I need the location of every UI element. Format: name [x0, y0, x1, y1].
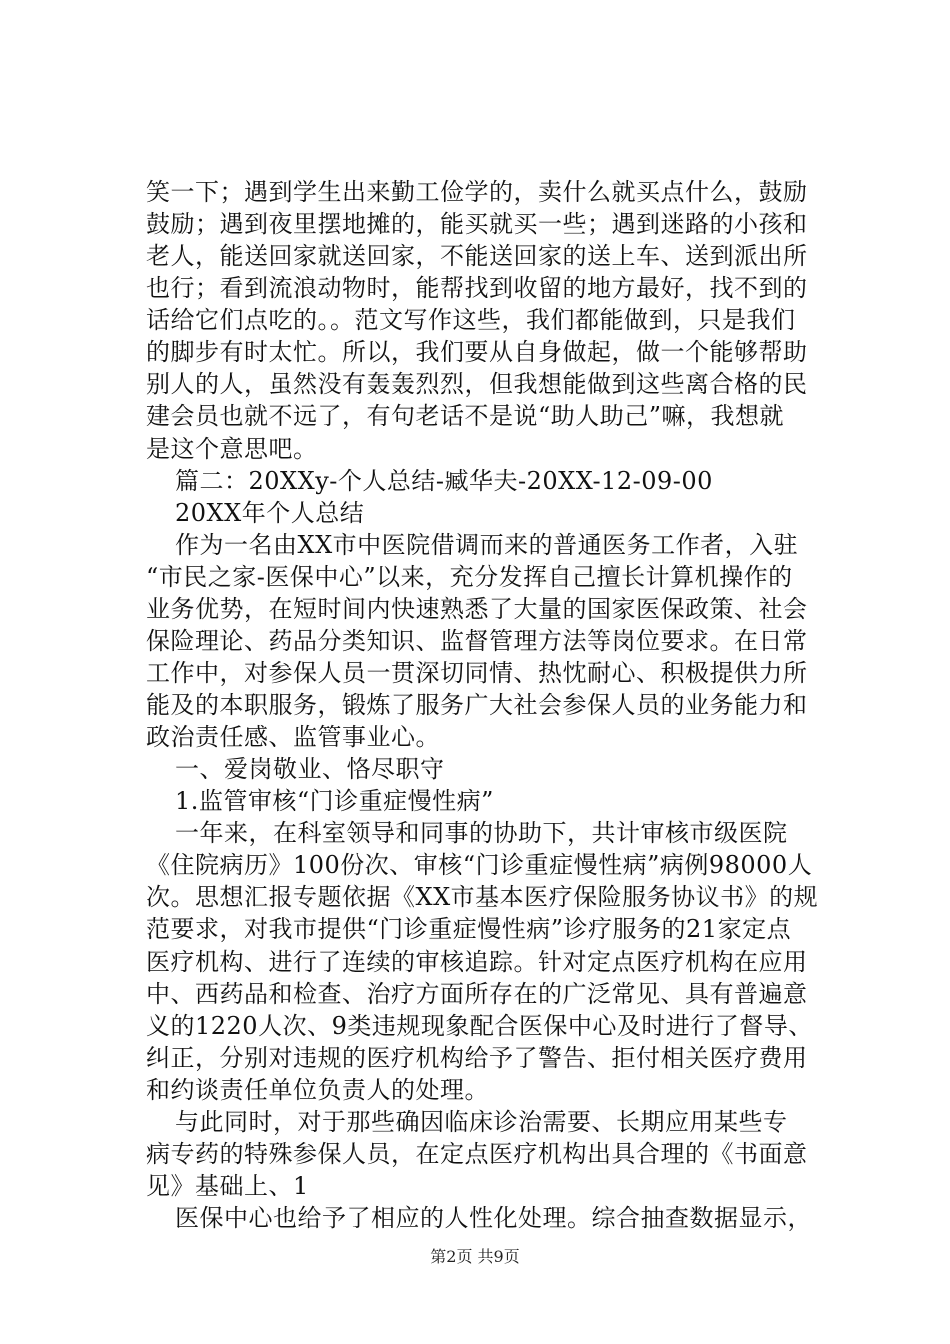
paragraph-1-line: 别人的人，虽然没有轰轰烈烈，但我想能做到这些离合格的民 — [146, 370, 808, 399]
paragraph-1-line: 也行；看到流浪动物时，能帮找到收留的地方最好，找不到的 — [146, 274, 808, 303]
paragraph-1-line: 的脚步有时太忙。所以，我们要从自身做起，做一个能够帮助 — [146, 338, 808, 367]
paragraph-4-line: 见》基础上、1 — [146, 1171, 309, 1200]
paragraph-3-line: 纠正，分别对违规的医疗机构给予了警告、拒付相关医疗费用 — [146, 1043, 808, 1072]
paragraph-2-line: “市民之家-医保中心”以来，充分发挥自己擅长计算机操作的 — [146, 562, 793, 591]
paragraph-3-line: 医疗机构、进行了连续的审核追踪。针对定点医疗机构在应用 — [146, 947, 808, 976]
paragraph-3-line: 和约谈责任单位负责人的处理。 — [146, 1075, 489, 1104]
paragraph-3-line: 范要求，对我市提供“门诊重症慢性病”诊疗服务的21家定点 — [146, 915, 792, 944]
paragraph-4-line: 病专药的特殊参保人员，在定点医疗机构出具合理的《书面意 — [146, 1139, 808, 1168]
paragraph-1-line: 建会员也就不远了，有句老话不是说“助人助己”嘛，我想就 — [146, 402, 785, 431]
paragraph-2-line: 作为一名由XX市中医院借调而来的普通医务工作者，入驻 — [175, 530, 799, 559]
paragraph-1-line: 是这个意思吧。 — [146, 434, 318, 463]
heading-1-1: 1.监管审核“门诊重症慢性病” — [175, 787, 494, 816]
paragraph-1-line: 老人，能送回家就送回家，不能送回家的送上车、送到派出所 — [146, 242, 808, 271]
paragraph-3-line: 中、西药品和检查、治疗方面所存在的广泛常见、具有普遍意 — [146, 979, 808, 1008]
heading-1: 一、爱岗敬业、恪尽职守 — [175, 755, 445, 784]
paragraph-2-line: 业务优势，在短时间内快速熟悉了大量的国家医保政策、社会 — [146, 594, 808, 623]
page-number-footer: 第2页 共9页 — [430, 1247, 520, 1266]
paragraph-3-line: 一年来，在科室领导和同事的协助下，共计审核市级医院 — [175, 819, 788, 848]
paragraph-2-line: 工作中，对参保人员一贯深切同情、热忱耐心、积极提供力所 — [146, 658, 808, 687]
paragraph-1-line: 笑一下；遇到学生出来勤工俭学的，卖什么就买点什么，鼓励 — [146, 178, 808, 206]
paragraph-4-line: 与此同时，对于那些确因临床诊治需要、长期应用某些专 — [175, 1107, 788, 1136]
paragraph-2-line: 能及的本职服务，锻炼了服务广大社会参保人员的业务能力和 — [146, 691, 808, 719]
paragraph-1-line: 话给它们点吃的。。范文写作这些，我们都能做到，只是我们 — [146, 306, 796, 335]
paragraph-1-line: 鼓励；遇到夜里摆地摊的，能买就买一些；遇到迷路的小孩和 — [146, 210, 808, 239]
paragraph-2-line: 政治责任感、监管事业心。 — [146, 723, 440, 752]
document-title: 20XX年个人总结 — [175, 498, 365, 527]
paragraph-3-line: 次。思想汇报专题依据《XX市基本医疗保险服务协议书》的规 — [146, 883, 819, 912]
section-heading: 篇二：20XXy-个人总结-臧华夫-20XX-12-09-00 — [175, 466, 713, 495]
paragraph-2-line: 保险理论、药品分类知识、监督管理方法等岗位要求。在日常 — [146, 626, 808, 655]
paragraph-3-line: 义的1220人次、9类违规现象配合医保中心及时进行了督导、 — [146, 1011, 813, 1040]
paragraph-3-line: 《住院病历》100份次、审核“门诊重症慢性病”病例98000人 — [146, 851, 813, 880]
paragraph-5-line: 医保中心也给予了相应的人性化处理。综合抽查数据显示， — [175, 1204, 812, 1232]
